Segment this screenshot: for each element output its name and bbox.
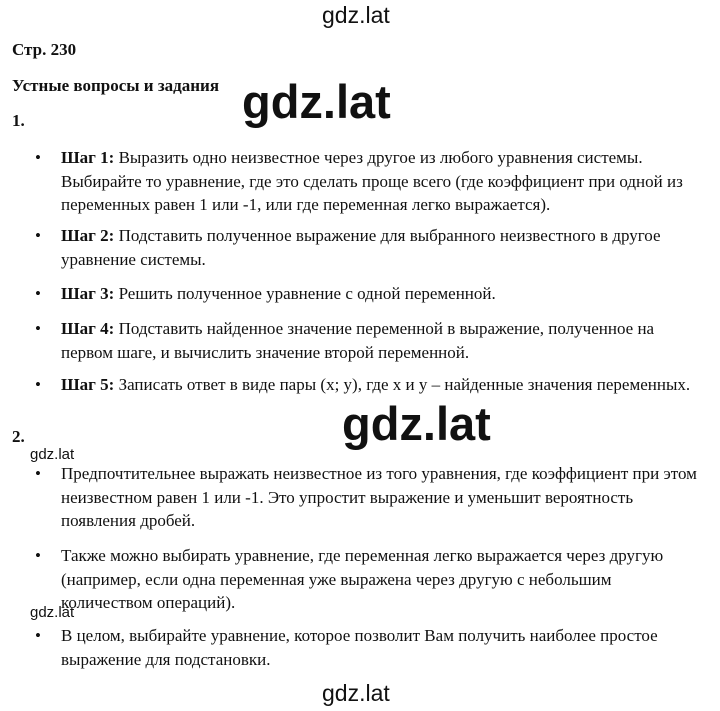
list-item-step-2: [35, 224, 705, 271]
step-text: Подставить полученное выражение для выбранного неизвестного в другое уравнение системы.: [61, 226, 661, 269]
bullet-icon: •: [35, 464, 41, 483]
section-title: Устные вопросы и задания: [12, 76, 220, 95]
bullet-icon: •: [35, 284, 41, 303]
step-text: Записать ответ в виде пары (x; y), где x и y – найденные значения переменных.: [114, 375, 691, 394]
list-item-step-4: [35, 317, 705, 364]
bullet-icon: •: [35, 375, 41, 394]
step-text: Выразить одно неизвестное через другое из любого уравнения системы. Выбирайте то уравнение, где это сделать проще всего (где коэффициент при одной из переменных равен 1 или -1, или где переменная легко выражается).: [61, 148, 683, 214]
question-number-2: 2.: [12, 427, 25, 446]
list-item-step-1: [35, 146, 705, 217]
watermark-bottom: gdz.lat: [322, 680, 390, 706]
list-item-step-3: [35, 282, 705, 306]
list-item-step-5: [35, 373, 705, 397]
step-label: Шаг 3:: [61, 284, 115, 303]
watermark-large-2: gdz.lat: [342, 397, 491, 450]
step-label: Шаг 2:: [61, 226, 115, 245]
tip-text: В целом, выбирайте уравнение, которое позволит Вам получить наиболее простое выражение для подстановки.: [61, 626, 658, 669]
step-text: Решить полученное уравнение с одной переменной.: [114, 284, 496, 303]
bullet-icon: •: [35, 148, 41, 167]
step-label: Шаг 4:: [61, 319, 115, 338]
bullet-icon: •: [35, 319, 41, 338]
tip-text: Также можно выбирать уравнение, где переменная легко выражается через другую (например, если одна переменная уже выражена через другую с небольшим количеством операций).: [61, 546, 664, 612]
step-label: Шаг 1:: [61, 148, 115, 167]
list-item-tip-1: [35, 462, 705, 533]
list-item-tip-2: [35, 544, 705, 615]
question-number-1: 1.: [12, 111, 25, 130]
watermark-small: gdz.lat: [30, 446, 75, 463]
tip-text: Предпочтительнее выражать неизвестное из того уравнения, где коэффициент при этом неизвестном равен 1 или -1. Это упростит выражение и уменьшит вероятность появления дробей.: [61, 464, 697, 530]
watermark-small-2: gdz.lat: [30, 604, 75, 621]
step-text: Подставить найденное значение переменной в выражение, полученное на первом шаге, и вычислить значение второй переменной.: [61, 319, 655, 362]
bullet-icon: •: [35, 226, 41, 245]
bullet-icon: •: [35, 626, 41, 645]
watermark-top: gdz.lat: [322, 2, 390, 28]
step-label: Шаг 5:: [61, 375, 115, 394]
list-item-tip-3: [35, 624, 705, 671]
page-label: Стр. 230: [12, 40, 77, 59]
watermark-large: gdz.lat: [242, 75, 391, 128]
bullet-icon: •: [35, 546, 41, 565]
